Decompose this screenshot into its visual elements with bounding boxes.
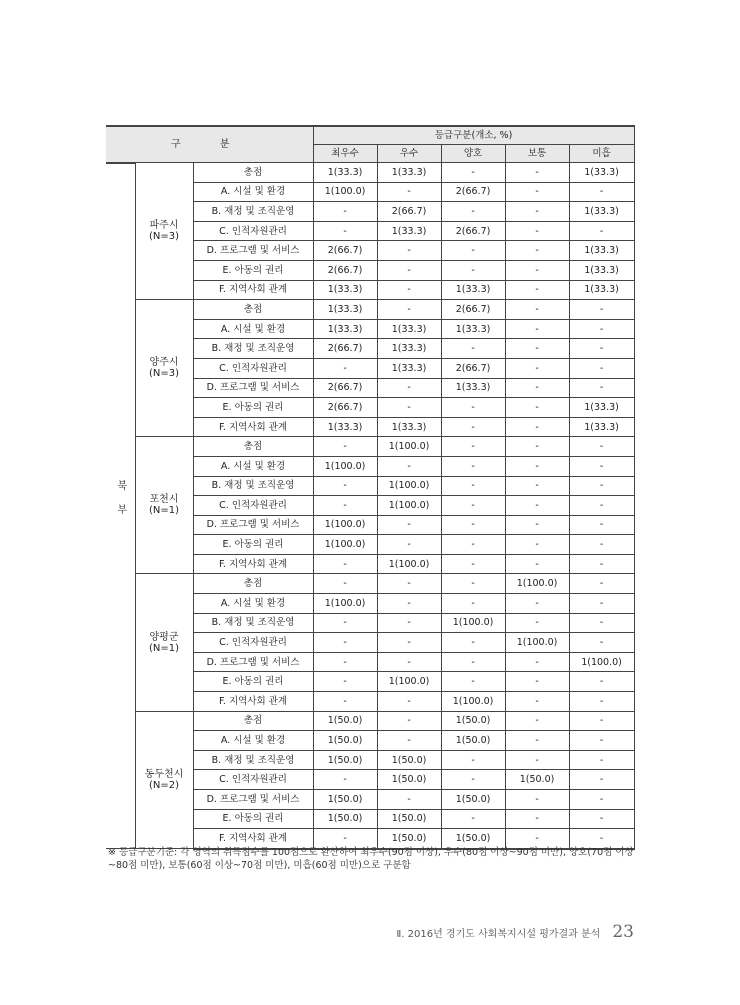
grade-value-cell: - (505, 672, 569, 692)
grade-value-cell: - (441, 574, 505, 594)
grade-value-cell: 1(50.0) (441, 790, 505, 810)
grade-value-cell: 1(50.0) (313, 731, 377, 751)
grade-value-cell: - (313, 613, 377, 633)
grade-value-cell: 1(50.0) (377, 809, 441, 829)
grade-value-cell: 1(33.3) (377, 163, 441, 183)
grade-value-cell: - (505, 829, 569, 849)
grade-value-cell: 2(66.7) (441, 300, 505, 320)
grade-value-cell: 1(33.3) (569, 398, 634, 418)
grade-value-cell: - (569, 672, 634, 692)
grade-value-cell: - (441, 202, 505, 222)
category-label: D. 프로그램 및 서비스 (193, 652, 313, 672)
grade-value-cell: 1(50.0) (377, 750, 441, 770)
grade-value-cell: - (569, 182, 634, 202)
city-cell (135, 711, 193, 849)
table-row (106, 300, 634, 320)
region-cell (106, 163, 135, 849)
grade-value-cell: - (313, 633, 377, 653)
city-count: (N=2) (148, 779, 180, 791)
category-label: B. 재정 및 조직운영 (193, 476, 313, 496)
grade-value-cell: 2(66.7) (441, 358, 505, 378)
header-gubun-label: 구 분 (171, 138, 248, 150)
grade-value-cell: - (505, 652, 569, 672)
grade-value-cell: 1(50.0) (441, 829, 505, 849)
category-label: D. 프로그램 및 서비스 (193, 515, 313, 535)
grade-value-cell: 1(50.0) (313, 809, 377, 829)
category-label: A. 시설 및 환경 (193, 594, 313, 614)
category-label: 총점 (193, 711, 313, 731)
header-grade-col: 양호 (441, 145, 505, 163)
grade-value-cell: 2(66.7) (313, 339, 377, 359)
grade-value-cell: - (441, 535, 505, 555)
city-cell (135, 300, 193, 437)
grade-value-cell: - (441, 594, 505, 614)
category-label: D. 프로그램 및 서비스 (193, 790, 313, 810)
category-label: A. 시설 및 환경 (193, 731, 313, 751)
category-label: 총점 (193, 163, 313, 183)
grade-value-cell: - (313, 358, 377, 378)
city-cell (135, 163, 193, 300)
grade-value-cell: - (377, 260, 441, 280)
grade-value-cell: 1(33.3) (377, 358, 441, 378)
grade-value-cell: - (377, 574, 441, 594)
grade-value-cell: - (505, 692, 569, 712)
grade-value-cell: 1(33.3) (569, 280, 634, 300)
category-label: E. 아동의 권리 (193, 672, 313, 692)
grade-value-cell: 1(50.0) (505, 770, 569, 790)
grade-value-cell: - (505, 496, 569, 516)
grade-value-cell: - (441, 633, 505, 653)
grade-value-cell: - (505, 221, 569, 241)
grade-value-cell: - (569, 437, 634, 457)
grade-value-cell: - (313, 437, 377, 457)
grade-value-cell: - (505, 163, 569, 183)
grade-value-cell: - (569, 770, 634, 790)
city-name: 동두천시 (144, 768, 184, 780)
category-label: 총점 (193, 574, 313, 594)
grade-value-cell: - (441, 260, 505, 280)
grade-value-cell: - (569, 692, 634, 712)
grade-value-cell: 1(50.0) (441, 711, 505, 731)
grade-value-cell: 1(33.3) (377, 319, 441, 339)
grade-value-cell: 1(33.3) (569, 163, 634, 183)
grade-value-cell: - (505, 300, 569, 320)
grade-value-cell: - (505, 260, 569, 280)
grade-value-cell: - (505, 809, 569, 829)
category-label: C. 인적자원관리 (193, 496, 313, 516)
grade-value-cell: 2(66.7) (313, 378, 377, 398)
grade-value-cell: - (377, 790, 441, 810)
grade-value-cell: - (569, 515, 634, 535)
grade-value-cell: - (505, 790, 569, 810)
grade-value-cell: - (569, 711, 634, 731)
grade-value-cell: - (505, 358, 569, 378)
grade-value-cell: - (441, 672, 505, 692)
grade-value-cell: 1(100.0) (313, 535, 377, 555)
grade-value-cell: - (377, 456, 441, 476)
grade-value-cell: 1(33.3) (313, 280, 377, 300)
grade-value-cell: - (505, 339, 569, 359)
grade-value-cell: 1(100.0) (377, 496, 441, 516)
grade-value-cell: 1(50.0) (313, 790, 377, 810)
grade-value-cell: - (505, 202, 569, 222)
grade-value-cell: - (313, 652, 377, 672)
category-label: F. 지역사회 관계 (193, 417, 313, 437)
grade-value-cell: - (377, 280, 441, 300)
city-cell (135, 574, 193, 711)
category-label: F. 지역사회 관계 (193, 280, 313, 300)
grade-value-cell: 1(33.3) (441, 319, 505, 339)
grade-value-cell: - (569, 829, 634, 849)
grade-value-cell: - (505, 280, 569, 300)
grade-value-cell: 1(33.3) (441, 280, 505, 300)
category-label: A. 시설 및 환경 (193, 182, 313, 202)
grade-value-cell: 1(33.3) (377, 339, 441, 359)
grade-value-cell: - (505, 398, 569, 418)
grade-value-cell: - (505, 711, 569, 731)
grade-value-cell: 1(100.0) (377, 476, 441, 496)
grade-value-cell: - (377, 300, 441, 320)
grade-value-cell: - (569, 300, 634, 320)
grade-value-cell: - (505, 750, 569, 770)
grade-value-cell: - (441, 437, 505, 457)
grade-distribution-table (106, 125, 635, 850)
category-label: 총점 (193, 437, 313, 457)
grade-value-cell: - (313, 554, 377, 574)
category-label: E. 아동의 권리 (193, 535, 313, 555)
grade-value-cell: 1(50.0) (313, 711, 377, 731)
grade-value-cell: 1(50.0) (377, 770, 441, 790)
grade-value-cell: - (441, 750, 505, 770)
grade-value-cell: - (441, 652, 505, 672)
grade-value-cell: - (441, 339, 505, 359)
grade-value-cell: - (569, 750, 634, 770)
grade-value-cell: - (505, 554, 569, 574)
grade-value-cell: - (377, 398, 441, 418)
table-row (106, 574, 634, 594)
grade-value-cell: - (505, 437, 569, 457)
grade-value-cell: - (505, 515, 569, 535)
grade-value-cell: 1(50.0) (377, 829, 441, 849)
grade-value-cell: - (377, 633, 441, 653)
grade-value-cell: - (377, 515, 441, 535)
grade-value-cell: 1(33.3) (313, 319, 377, 339)
grade-value-cell: - (569, 358, 634, 378)
header-grade-group: 등급구분(개소, %) (313, 126, 634, 145)
grade-value-cell: - (377, 711, 441, 731)
category-label: C. 인적자원관리 (193, 770, 313, 790)
category-label: A. 시설 및 환경 (193, 319, 313, 339)
grade-value-cell: 1(33.3) (569, 241, 634, 261)
header-grade-col: 미흡 (569, 145, 634, 163)
grade-value-cell: 2(66.7) (441, 221, 505, 241)
grade-value-cell: - (505, 613, 569, 633)
grade-value-cell: 1(33.3) (441, 378, 505, 398)
grade-value-cell: 1(100.0) (313, 594, 377, 614)
category-label: B. 재정 및 조직운영 (193, 339, 313, 359)
grade-value-cell: - (441, 496, 505, 516)
grade-value-cell: - (377, 613, 441, 633)
page-footer (396, 922, 634, 942)
city-name: 양주시 (149, 357, 179, 369)
grade-value-cell: - (505, 319, 569, 339)
grade-value-cell: - (313, 496, 377, 516)
grade-value-cell: - (569, 594, 634, 614)
table-row (106, 163, 634, 183)
grade-value-cell: - (377, 241, 441, 261)
grade-value-cell: 2(66.7) (313, 398, 377, 418)
grade-value-cell: - (569, 633, 634, 653)
grade-value-cell: - (569, 809, 634, 829)
grade-value-cell: - (377, 378, 441, 398)
grade-value-cell: 1(33.3) (313, 417, 377, 437)
header-grade-col: 우수 (377, 145, 441, 163)
city-name: 파주시 (149, 220, 179, 232)
category-label: C. 인적자원관리 (193, 633, 313, 653)
header-gubun (106, 126, 313, 163)
grade-value-cell: - (569, 456, 634, 476)
grade-value-cell: 1(100.0) (313, 515, 377, 535)
grade-value-cell: - (569, 319, 634, 339)
city-count: (N=1) (148, 505, 180, 517)
category-label: D. 프로그램 및 서비스 (193, 241, 313, 261)
grade-value-cell: - (505, 182, 569, 202)
grade-value-cell: - (441, 241, 505, 261)
chapter-title: Ⅱ. 2016년 경기도 사회복지시설 평가결과 분석 (396, 929, 601, 940)
grade-value-cell: - (569, 790, 634, 810)
category-label: B. 재정 및 조직운영 (193, 613, 313, 633)
grade-value-cell: 1(100.0) (313, 182, 377, 202)
grade-value-cell: 1(33.3) (377, 417, 441, 437)
grade-value-cell: - (377, 731, 441, 751)
grade-value-cell: - (441, 770, 505, 790)
grade-value-cell: - (505, 378, 569, 398)
grade-value-cell: - (377, 692, 441, 712)
grade-value-cell: - (569, 613, 634, 633)
grade-value-cell: - (441, 163, 505, 183)
grade-value-cell: - (313, 672, 377, 692)
grade-value-cell: 2(66.7) (313, 241, 377, 261)
grade-value-cell: - (505, 535, 569, 555)
grade-value-cell: - (505, 241, 569, 261)
grade-value-cell: 1(100.0) (505, 633, 569, 653)
grade-value-cell: 1(33.3) (569, 202, 634, 222)
city-count: (N=3) (148, 231, 180, 243)
category-label: B. 재정 및 조직운영 (193, 750, 313, 770)
grade-value-cell: 1(33.3) (313, 163, 377, 183)
grade-value-cell: - (313, 574, 377, 594)
grade-value-cell: - (441, 515, 505, 535)
header-grade-col: 최우수 (313, 145, 377, 163)
grade-value-cell: - (569, 378, 634, 398)
grade-value-cell: 1(33.3) (569, 260, 634, 280)
category-label: B. 재정 및 조직운영 (193, 202, 313, 222)
city-name: 포천시 (149, 494, 179, 506)
grade-value-cell: - (313, 221, 377, 241)
grade-value-cell: 1(33.3) (377, 221, 441, 241)
grade-value-cell: - (377, 535, 441, 555)
grade-value-cell: 1(100.0) (441, 613, 505, 633)
grade-value-cell: - (505, 594, 569, 614)
category-label: F. 지역사회 관계 (193, 829, 313, 849)
category-label: C. 인적자원관리 (193, 221, 313, 241)
grade-value-cell: - (377, 594, 441, 614)
category-label: E. 아동의 권리 (193, 398, 313, 418)
grade-value-cell: - (569, 339, 634, 359)
category-label: F. 지역사회 관계 (193, 692, 313, 712)
header-grade-col: 보통 (505, 145, 569, 163)
page-number: 23 (612, 922, 634, 942)
city-count: (N=1) (148, 642, 180, 654)
grade-value-cell: 1(33.3) (569, 417, 634, 437)
category-label: F. 지역사회 관계 (193, 554, 313, 574)
grade-value-cell: - (569, 496, 634, 516)
footnote: ※ 등급구분기준: 각 영역의 취득점수를 100점으로 환산하여 최우수(90점 이상), 우수(80점 이상~90점 미만), 양호(70점 이상~80점 미만), 보통(60점 이상~70점 미만), 미흡(60점 미만)으로 구분함 (108, 847, 634, 871)
grade-value-cell: - (313, 770, 377, 790)
city-name: 양평군 (149, 631, 179, 643)
category-label: 총점 (193, 300, 313, 320)
grade-value-cell: 1(100.0) (377, 672, 441, 692)
grade-value-cell: 1(100.0) (313, 456, 377, 476)
grade-value-cell: 1(50.0) (313, 750, 377, 770)
grade-value-cell: - (505, 476, 569, 496)
category-label: E. 아동의 권리 (193, 260, 313, 280)
city-count: (N=3) (148, 368, 180, 380)
grade-value-cell: 2(66.7) (441, 182, 505, 202)
grade-value-cell: - (505, 731, 569, 751)
grade-value-cell: - (441, 456, 505, 476)
grade-value-cell: - (441, 554, 505, 574)
grade-value-cell: 1(50.0) (441, 731, 505, 751)
grade-value-cell: - (441, 398, 505, 418)
grade-value-cell: - (569, 731, 634, 751)
city-cell (135, 437, 193, 574)
grade-value-cell: - (505, 456, 569, 476)
grade-value-cell: - (377, 182, 441, 202)
grade-value-cell: - (313, 202, 377, 222)
header-row-1 (106, 126, 634, 145)
grade-value-cell: 1(33.3) (313, 300, 377, 320)
grade-value-cell: 1(100.0) (441, 692, 505, 712)
region-label: 북부 (114, 480, 126, 529)
grade-value-cell: - (441, 809, 505, 829)
grade-value-cell: - (313, 829, 377, 849)
grade-value-cell: - (569, 221, 634, 241)
grade-value-cell: 1(100.0) (505, 574, 569, 594)
grade-value-cell: 1(100.0) (569, 652, 634, 672)
table-row (106, 437, 634, 457)
grade-value-cell: 1(100.0) (377, 437, 441, 457)
grade-value-cell: - (441, 417, 505, 437)
grade-value-cell: - (569, 574, 634, 594)
category-label: E. 아동의 권리 (193, 809, 313, 829)
grade-value-cell: - (569, 554, 634, 574)
grade-value-cell: 1(100.0) (377, 554, 441, 574)
grade-value-cell: - (569, 476, 634, 496)
grade-value-cell: - (313, 692, 377, 712)
table-body (106, 126, 634, 849)
category-label: A. 시설 및 환경 (193, 456, 313, 476)
grade-value-cell: - (569, 535, 634, 555)
grade-value-cell: - (377, 652, 441, 672)
grade-value-cell: - (441, 476, 505, 496)
grade-value-cell: - (313, 476, 377, 496)
category-label: D. 프로그램 및 서비스 (193, 378, 313, 398)
table-row (106, 711, 634, 731)
grade-value-cell: 2(66.7) (377, 202, 441, 222)
grade-value-cell: - (505, 417, 569, 437)
category-label: C. 인적자원관리 (193, 358, 313, 378)
grade-value-cell: 2(66.7) (313, 260, 377, 280)
